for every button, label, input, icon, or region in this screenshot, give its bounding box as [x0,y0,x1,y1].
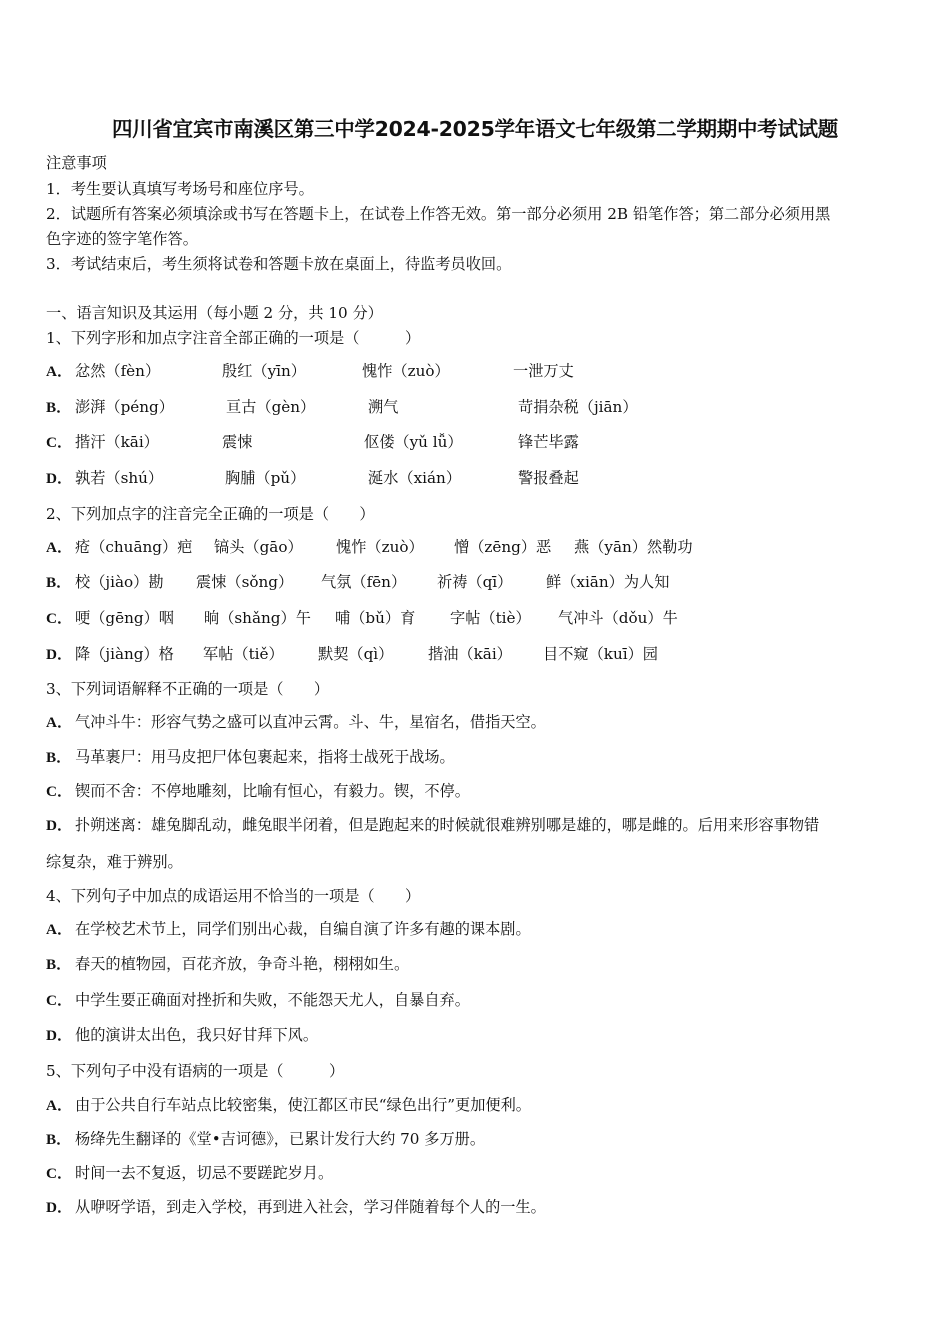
q1-option-b-label: B． [46,399,72,416]
q1-option-b-item: 溯气 [368,398,399,416]
q2-option-d-label: D． [46,646,73,663]
q1-option-a-item: 愧怍（zuò） [362,362,450,380]
q5-option-a-label: A． [46,1097,73,1114]
q2-option-b-label: B． [46,574,72,591]
q5-option-b-label: B． [46,1131,72,1148]
q1-option-a-item: 殷红（yīn） [222,362,306,380]
q1-option-d-label: D． [46,470,73,487]
q2-option-a-item: 愧怍（zuò） [336,538,424,556]
q1-option-c-item: 锋芒毕露 [518,433,579,451]
q1-option-d-item: 涎水（xián） [368,469,462,487]
q2-option-c-item: 哺（bǔ）育 [335,609,416,627]
q2-option-c-item: 字帖（tiè） [450,609,531,627]
q4-option-b-label: B． [46,956,72,973]
q4-option-c-label: C． [46,992,73,1009]
q1-option-c-label: C． [46,434,73,451]
q3-option-b-text: 马革裹尸：用马皮把尸体包裹起来，指将士战死于战场。 [75,748,455,766]
q2-option-b-item: 鲜（xiān）为人知 [546,573,670,591]
q2-option-a-item: 镐头（gāo） [214,538,303,556]
q1-option-d-item: 孰若（shú） [75,469,164,487]
q2-option-d-item: 默契（qì） [318,645,394,663]
q1-option-b-item: 亘古（gèn） [226,398,316,416]
notice-item-2-cont: 色字迹的签字笔作答。 [46,230,198,248]
question-3-stem: 3、下列词语解释不正确的一项是（ ） [46,680,330,698]
q1-option-c-item: 揩汗（kāi） [75,433,159,451]
q5-option-a-text: 由于公共自行车站点比较密集，使江都区市民“绿色出行”更加便利。 [75,1096,531,1114]
q4-option-d-text: 他的演讲太出色，我只好甘拜下风。 [75,1026,318,1044]
q1-option-a-label: A． [46,363,73,380]
q3-option-c-text: 锲而不舍：不停地雕刻，比喻有恒心，有毅力。锲，不停。 [75,782,470,800]
q3-option-d-text-cont: 综复杂，难于辨别。 [46,853,183,871]
question-5-stem: 5、下列句子中没有语病的一项是（ ） [46,1062,345,1080]
notice-item-1: 1．考生要认真填写考场号和座位序号。 [46,180,314,198]
q2-option-a-label: A． [46,539,73,556]
q5-option-d-text: 从咿呀学语，到走入学校，再到进入社会，学习伴随着每个人的一生。 [75,1198,546,1216]
q3-option-b-label: B． [46,749,72,766]
q1-option-b-item: 苛捐杂税（jiān） [518,398,638,416]
q2-option-b-item: 震悚（sǒng） [196,573,294,591]
q3-option-a-text: 气冲斗牛：形容气势之盛可以直冲云霄。斗、牛，星宿名，借指天空。 [75,713,546,731]
notice-item-3: 3．考试结束后，考生须将试卷和答题卡放在桌面上，待监考员收回。 [46,255,512,273]
q2-option-a-item: 憎（zēng）恶 [454,538,552,556]
q1-option-d-item: 警报叠起 [518,469,579,487]
q2-option-c-label: C． [46,610,73,627]
q5-option-c-text: 时间一去不复返，切忌不要蹉跎岁月。 [75,1164,334,1182]
q5-option-c-label: C． [46,1165,73,1182]
q1-option-b-item: 澎湃（péng） [75,398,174,416]
q3-option-d-label: D． [46,817,73,834]
q2-option-b-item: 气氛（fēn） [321,573,407,591]
q1-option-c-item: 震悚 [222,433,253,451]
q4-option-c-text: 中学生要正确面对挫折和失败，不能怨天尤人，自暴自弃。 [75,991,470,1009]
notice-item-2: 2．试题所有答案必须填涂或书写在答题卡上，在试卷上作答无效。第一部分必须用 2B 铅笔作答；第二部分必须用黑 [46,205,831,223]
q2-option-b-item: 校（jiào）勘 [75,573,164,591]
q2-option-d-item: 揩油（kāi） [428,645,512,663]
q2-option-a-item: 燕（yān）然勒功 [574,538,693,556]
q4-option-b-text: 春天的植物园，百花齐放，争奇斗艳，栩栩如生。 [75,955,410,973]
question-1-stem: 1、下列字形和加点字注音全部正确的一项是（ ） [46,329,421,347]
q1-option-a-item: 一泄万丈 [513,362,574,380]
exam-title: 四川省宜宾市南溪区第三中学2024-2025学年语文七年级第二学期期中考试试题 [112,117,838,141]
q2-option-b-item: 祈祷（qī） [437,573,513,591]
q2-option-d-item: 降（jiàng）格 [75,645,174,663]
q2-option-a-item: 疮（chuāng）疤 [75,538,193,556]
q3-option-a-label: A． [46,714,73,731]
section-heading: 一、语言知识及其运用（每小题 2 分，共 10 分） [46,304,383,322]
q2-option-d-item: 目不窥（kuī）园 [543,645,658,663]
q3-option-d-text: 扑朔迷离：雄兔脚乱动，雌兔眼半闭着，但是跑起来的时候就很难辨别哪是雄的，哪是雌的。后用来形容事物错 [75,816,820,834]
q4-option-a-text: 在学校艺术节上，同学们别出心裁，自编自演了许多有趣的课本剧。 [75,920,531,938]
q1-option-d-item: 胸脯（pǔ） [225,469,306,487]
q4-option-d-label: D． [46,1027,73,1044]
q2-option-c-item: 气冲斗（dǒu）牛 [558,609,678,627]
q2-option-c-item: 哽（gēng）咽 [75,609,174,627]
question-2-stem: 2、下列加点字的注音完全正确的一项是（ ） [46,505,375,523]
q1-option-a-item: 忿然（fèn） [75,362,161,380]
q5-option-d-label: D． [46,1199,73,1216]
q4-option-a-label: A． [46,921,73,938]
q5-option-b-text: 杨绛先生翻译的《堂•吉诃德》，已累计发行大约 70 多万册。 [75,1130,486,1148]
question-4-stem: 4、下列句子中加点的成语运用不恰当的一项是（ ） [46,887,421,905]
q2-option-d-item: 军帖（tiě） [203,645,284,663]
notice-heading: 注意事项 [46,154,107,172]
q2-option-c-item: 晌（shǎng）午 [204,609,311,627]
q3-option-c-label: C． [46,783,73,800]
q1-option-c-item: 伛偻（yǔ lǚ） [364,433,463,451]
